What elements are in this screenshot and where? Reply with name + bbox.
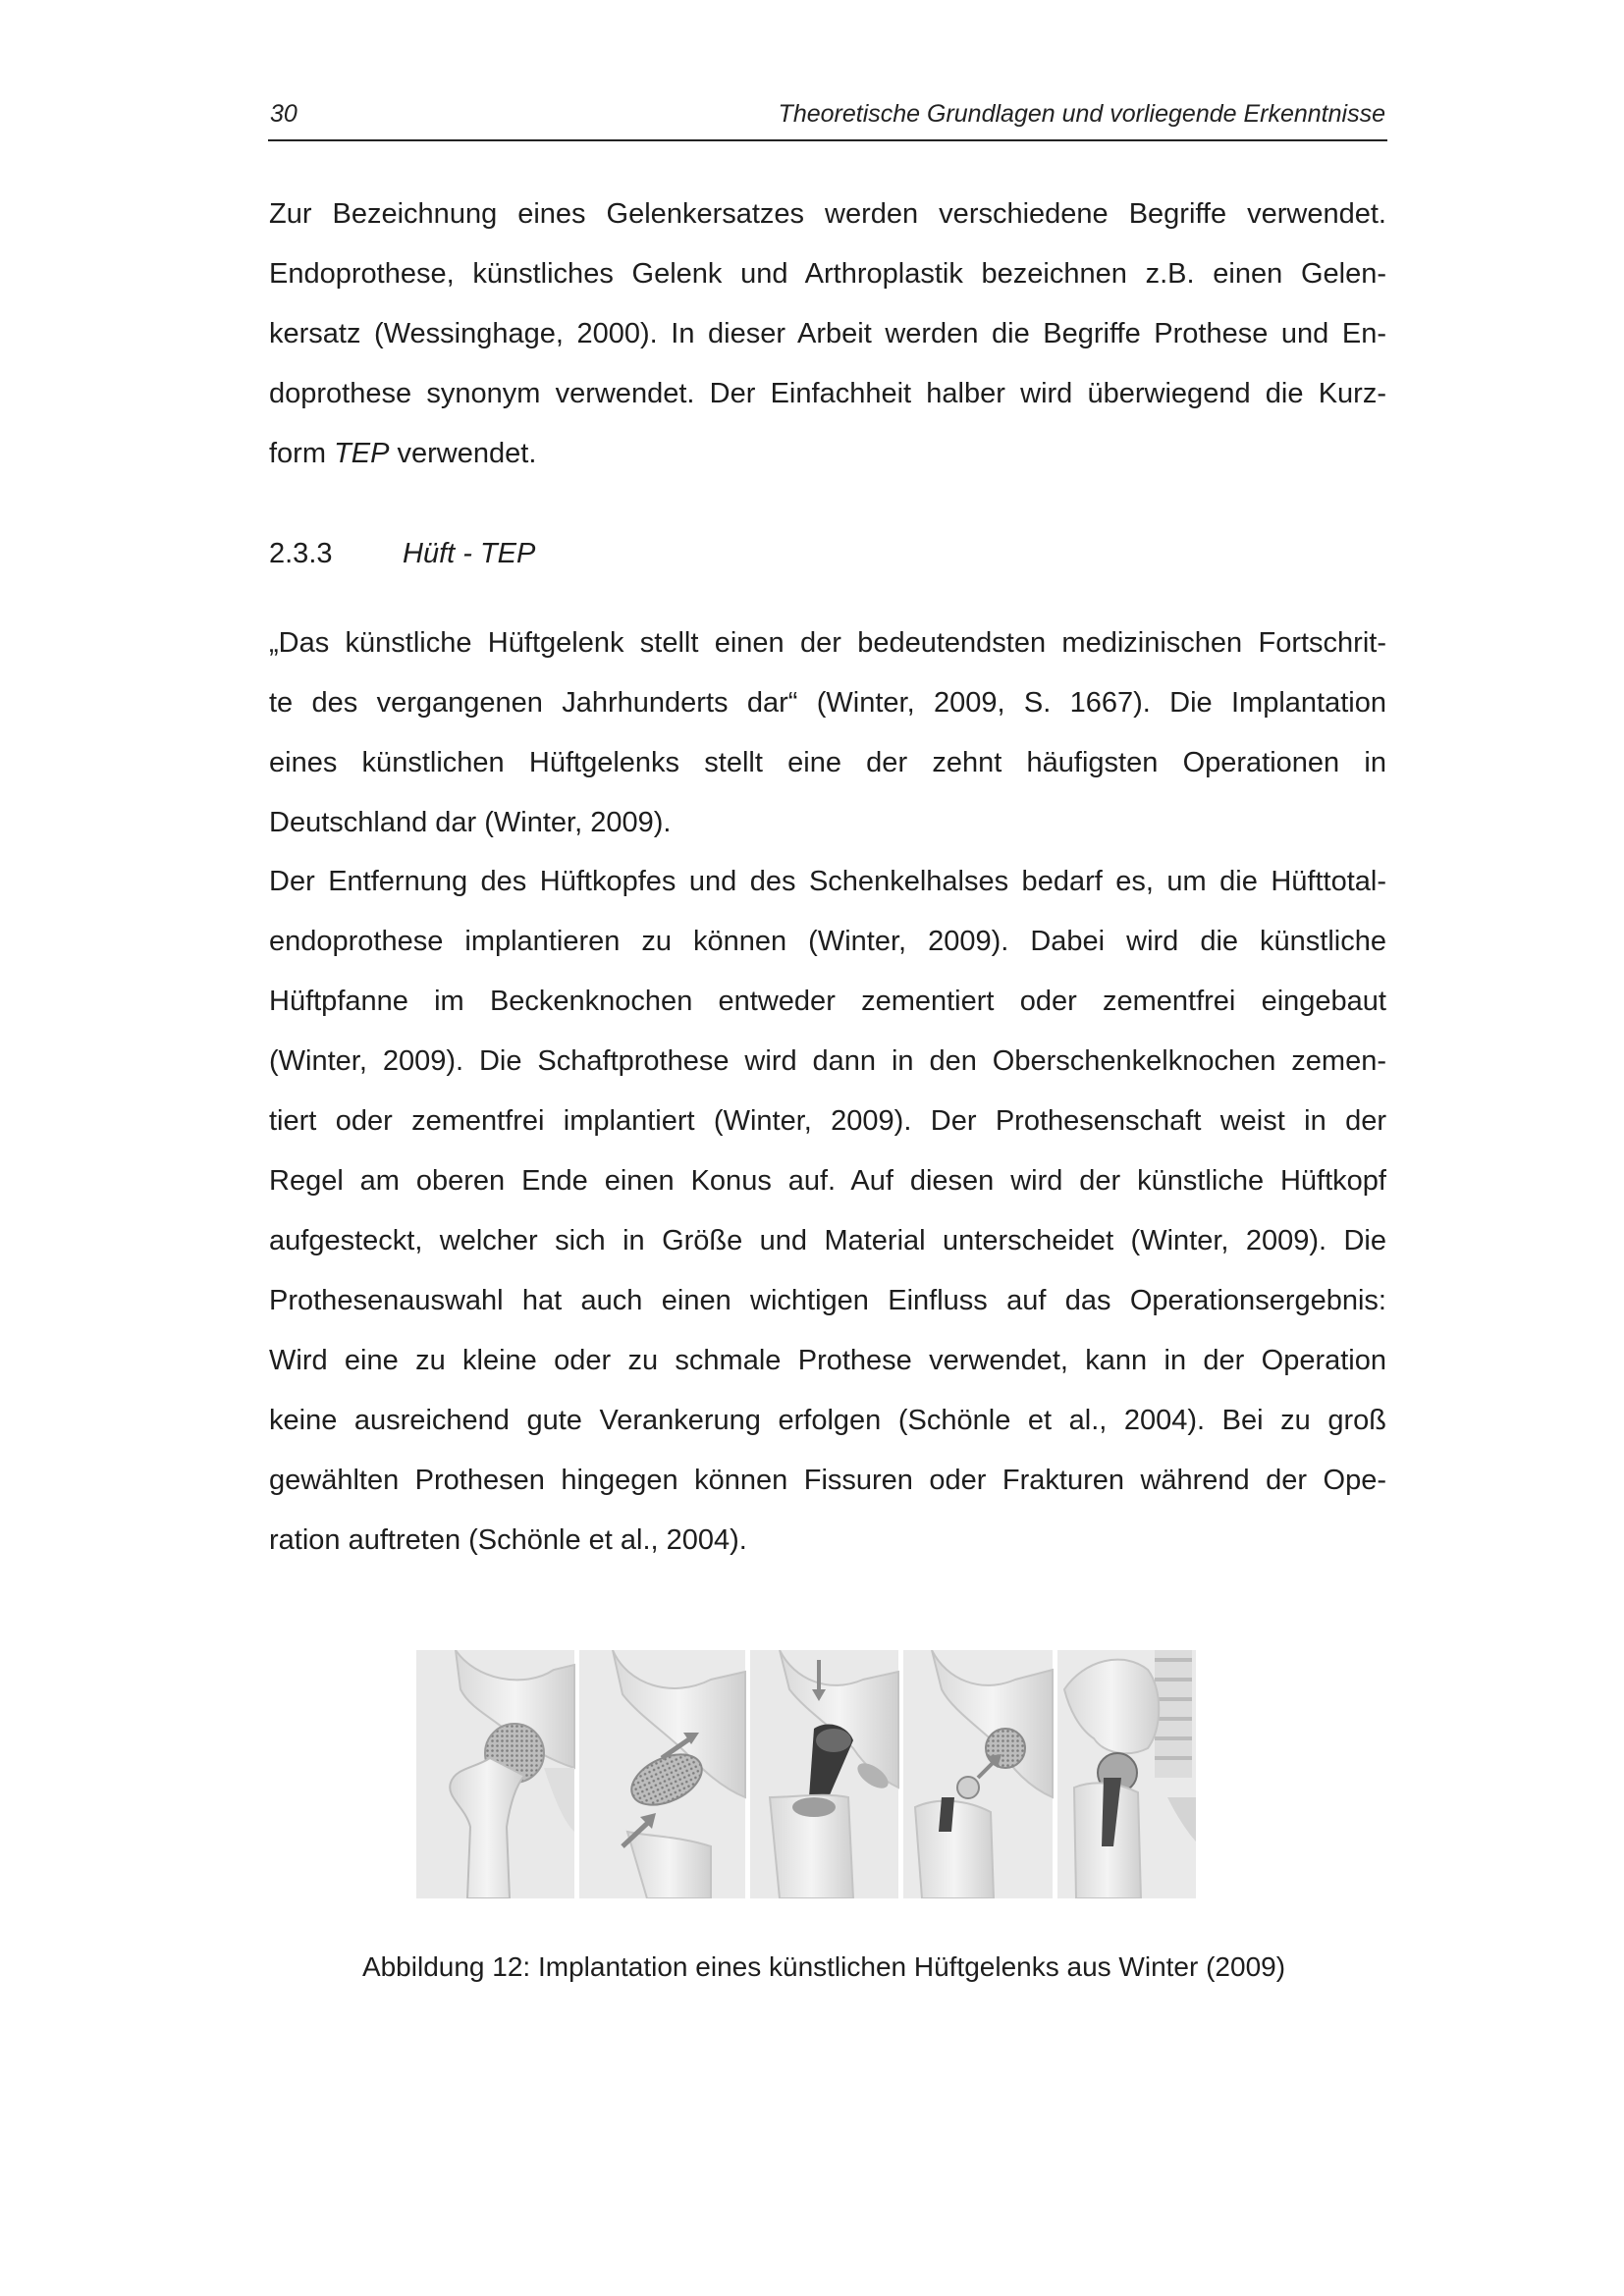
line-suffix: verwendet. [389, 438, 537, 469]
paragraph-line: gewählten Prothesen hingegen können Fissuren oder Frakturen während der Ope- [269, 1465, 1386, 1496]
figure-panel-3 [750, 1650, 898, 1898]
page-header [268, 94, 1387, 141]
figure-panel-1 [416, 1650, 574, 1898]
section-title: Hüft - TEP [403, 538, 536, 569]
page-number: 30 [270, 100, 298, 128]
paragraph-line [269, 424, 1386, 484]
figure-panel-5 [1057, 1650, 1196, 1898]
section-number: 2.3.3 [269, 538, 333, 569]
paragraph-line: eines künstlichen Hüftgelenks stellt eine der zehnt häufigsten Operationen in [269, 747, 1386, 778]
paragraph-line: (Winter, 2009). Die Schaftprothese wird dann in den Oberschenkelknochen zemen- [269, 1045, 1386, 1077]
paragraph-line: te des vergangenen Jahrhunderts dar“ (Winter, 2009, S. 1667). Die Implantation [269, 687, 1386, 719]
paragraph-line: tiert oder zementfrei implantiert (Winter, 2009). Der Prothesenschaft weist in der [269, 1105, 1386, 1137]
paragraph-line: Hüftpfanne im Beckenknochen entweder zementiert oder zementfrei eingebaut [269, 986, 1386, 1017]
tep-abbreviation: TEP [334, 438, 390, 469]
paragraph-line: aufgesteckt, welcher sich in Größe und Material unterscheidet (Winter, 2009). Die [269, 1225, 1386, 1256]
figure-panel-4 [903, 1650, 1053, 1898]
procedure-paragraph [269, 852, 1386, 1571]
paragraph-line: Deutschland dar (Winter, 2009). [269, 807, 672, 838]
figure-illustration [416, 1650, 1196, 1898]
paragraph-line: doprothese synonym verwendet. Der Einfachheit halber wird überwiegend die Kurz- [269, 378, 1386, 409]
paragraph-line: kersatz (Wessinghage, 2000). In dieser Arbeit werden die Begriffe Prothese und En- [269, 318, 1386, 349]
paragraph-line: Endoprothese, künstliches Gelenk und Arthroplastik bezeichnen z.B. einen Gelen- [269, 258, 1386, 290]
paragraph-line: Regel am oberen Ende einen Konus auf. Auf diesen wird der künstliche Hüftkopf [269, 1165, 1386, 1197]
paragraph-line: ration auftreten (Schönle et al., 2004). [269, 1524, 747, 1556]
intro-paragraph [269, 185, 1386, 484]
paragraph-line: Prothesenauswahl hat auch einen wichtigen Einfluss auf das Operationsergebnis: [269, 1285, 1386, 1316]
running-title: Theoretische Grundlagen und vorliegende Erkenntnisse [778, 100, 1385, 128]
line-prefix: form [269, 438, 335, 469]
hip-implant-figure [416, 1650, 1196, 1898]
paragraph-line: endoprothese implantieren zu können (Winter, 2009). Dabei wird die künstliche [269, 926, 1386, 957]
paragraph-line: keine ausreichend gute Verankerung erfolgen (Schönle et al., 2004). Bei zu groß [269, 1405, 1386, 1436]
figure-panel-2 [579, 1650, 745, 1898]
figure-caption: Abbildung 12: Implantation eines künstlichen Hüftgelenks aus Winter (2009) [361, 1951, 1286, 1982]
paragraph-line: „Das künstliche Hüftgelenk stellt einen der bedeutendsten medizinischen Fortschrit- [269, 627, 1386, 659]
paragraph-line: Zur Bezeichnung eines Gelenkersatzes werden verschiedene Begriffe verwendet. [269, 198, 1386, 230]
paragraph-line: Der Entfernung des Hüftkopfes und des Schenkelhalses bedarf es, um die Hüfttotal- [269, 866, 1386, 897]
paragraph-line: Wird eine zu kleine oder zu schmale Prothese verwendet, kann in der Operation [269, 1345, 1386, 1376]
quote-paragraph [269, 614, 1386, 853]
